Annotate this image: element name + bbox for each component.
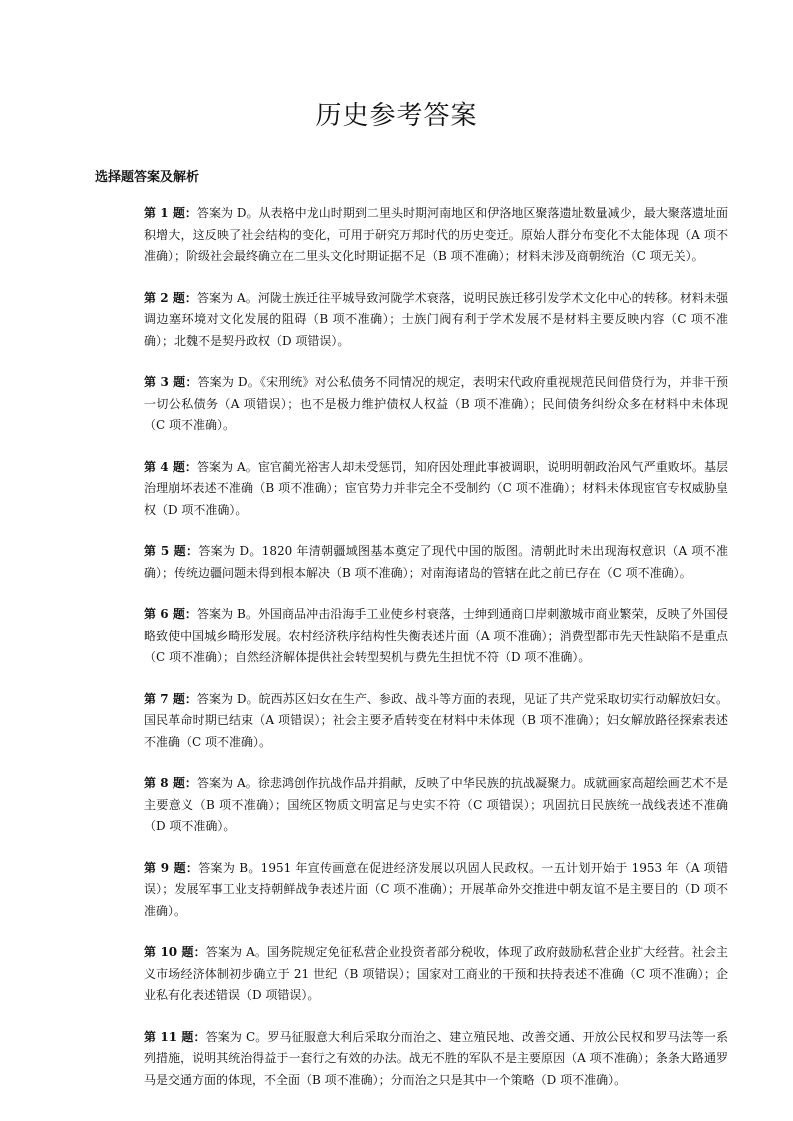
question-label: 第 6 题： bbox=[144, 607, 197, 621]
answer-item bbox=[144, 942, 728, 1007]
question-label: 第 10 题： bbox=[144, 945, 206, 959]
section-heading: 选择题答案及解析 bbox=[95, 170, 200, 185]
answer-item bbox=[144, 457, 728, 522]
answer-item bbox=[144, 203, 728, 268]
question-label: 第 4 题： bbox=[144, 459, 197, 474]
question-label: 第 1 题： bbox=[144, 206, 197, 220]
document-title: 历史参考答案 bbox=[315, 101, 478, 132]
question-label: 第 7 题： bbox=[144, 691, 197, 706]
answer-text: 答案为 D。1820 年清朝疆域图基本奠定了现代中国的版图。清朝此时未出现海权意识（A 项不准确）；传统边疆问题未得到根本解决（B 项不准确）；对南海诸岛的管辖在此之前已存在（C 项不准确）。 bbox=[144, 544, 728, 580]
answer-list bbox=[144, 203, 728, 1111]
answer-text: 答案为 B。外国商品冲击沿海手工业使乡村衰落，士绅到通商口岸刺激城市商业繁荣，反映了外国侵略致使中国城乡畸形发展。农村经济秩序结构性失衡表述片面（A 项不准确）；消费型都市先天性缺陷不是重点（C 项不准确）；自然经济解体提供社会转型契机与费先生担忧不符（D 项不准确）。 bbox=[144, 607, 728, 664]
answer-text: 答案为 A。河陇士族迁往平城导致河陇学术衰落，说明民族迁移引发学术文化中心的转移。材料未强调边塞环境对文化发展的阻碍（B 项不准确）；士族门阀有利于学术发展不是材料主要反映内容（C 项不准确）；北魏不是契丹政权（D 项错误）。 bbox=[144, 290, 728, 348]
answer-item bbox=[144, 372, 728, 437]
answer-item bbox=[144, 858, 728, 923]
question-label: 第 3 题： bbox=[144, 375, 198, 389]
answer-text: 答案为 D。《宋刑统》对公私债务不同情况的规定，表明宋代政府重视规范民间借贷行为，并非干预一切公私债务（A 项错误）；也不是极力维护债权人权益（B 项不准确）；民间债务纠纷众多在材料中未体现（C 项不准确）。 bbox=[144, 375, 728, 432]
answer-item bbox=[144, 1027, 728, 1092]
answer-item bbox=[144, 689, 728, 754]
answer-text: 答案为 D。皖西苏区妇女在生产、参政、战斗等方面的表现，见证了共产党采取切实行动解放妇女。国民革命时期已结束（A 项错误）；社会主要矛盾转变在材料中未体现（B 项不准确）；妇女解放路径探索表述不准确（C 项不准确）。 bbox=[144, 691, 728, 749]
answer-text: 答案为 A。国务院规定免征私营企业投资者部分税收，体现了政府鼓励私营企业扩大经营。社会主义市场经济体制初步确立于 21 世纪（B 项错误）；国家对工商业的干预和扶持表述不准确（C 项不准确）；企业私有化表述错误（D 项错误）。 bbox=[144, 945, 728, 1002]
answer-item bbox=[144, 288, 728, 353]
question-label: 第 8 题： bbox=[144, 776, 197, 790]
answer-text: 答案为 C。罗马征服意大利后采取分而治之、建立殖民地、改善交通、开放公民权和罗马法等一系列措施，说明其统治得益于一套行之有效的办法。战无不胜的军队不是主要原因（A 项不准确）；条条大路通罗马是交通方面的体现，不全面（B 项不准确）；分而治之只是其中一个策略（D 项不准确）。 bbox=[144, 1029, 729, 1087]
answer-item bbox=[144, 773, 728, 838]
question-label: 第 5 题： bbox=[144, 544, 199, 558]
answer-text: 答案为 B。1951 年宣传画意在促进经济发展以巩固人民政权。一五计划开始于 1953 年（A 项错误）；发展军事工业支持朝鲜战争表述片面（C 项不准确）；开展革命外交推进中朝友谊不是主要目的（D 项不准确）。 bbox=[144, 860, 728, 918]
answer-text: 答案为 D。从表格中龙山时期到二里头时期河南地区和伊洛地区聚落遗址数量减少，最大聚落遗址面积增大，这反映了社会结构的变化，可用于研究万邦时代的历史变迁。原始人群分布变化不太能体现（A 项不准确）；阶级社会最终确立在二里头文化时期证据不足（B 项不准确）；材料未涉及商朝统治（C 项无关）。 bbox=[144, 206, 728, 263]
question-label: 第 11 题： bbox=[144, 1029, 206, 1044]
question-label: 第 2 题： bbox=[144, 290, 197, 305]
answer-item bbox=[144, 604, 728, 669]
question-label: 第 9 题： bbox=[144, 860, 199, 875]
answer-text: 答案为 A。徐悲鸿创作抗战作品并捐献，反映了中华民族的抗战凝聚力。成就画家高超绘画艺术不是主要意义（B 项不准确）；国统区物质文明富足与史实不符（C 项错误）；巩固抗日民族统一战线表述不准确（D 项不准确）。 bbox=[144, 776, 728, 833]
answer-item bbox=[144, 541, 728, 584]
answer-text: 答案为 A。宦官蔺光裕害人却未受惩罚，知府因处理此事被调职，说明明朝政治风气严重败坏。基层治理崩坏表述不准确（B 项不准确）；宦官势力并非完全不受制约（C 项不准确）；材料未体现宦官专权威胁皇权（D 项不准确）。 bbox=[144, 459, 728, 517]
